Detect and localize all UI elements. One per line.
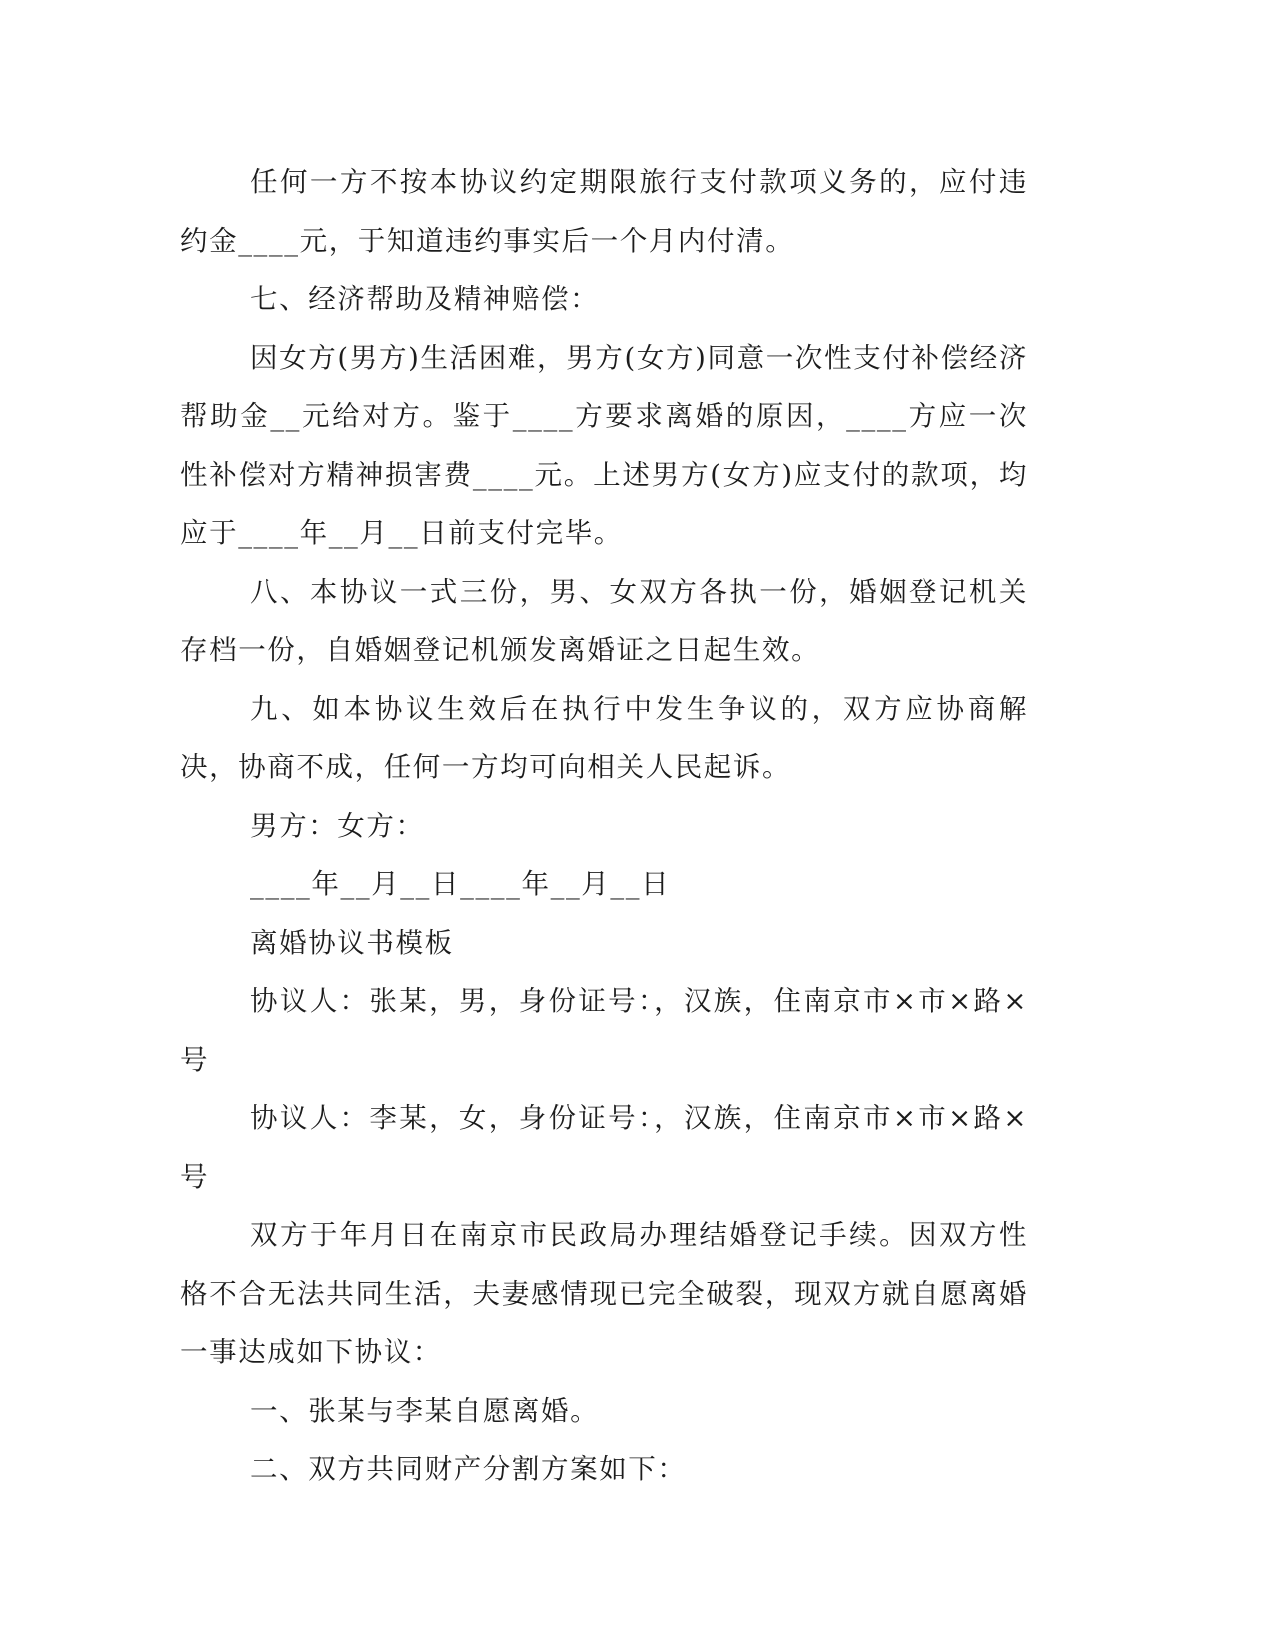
clause-two: 二、双方共同财产分割方案如下：: [250, 1453, 687, 1485]
document-body: [180, 153, 1028, 1499]
paragraph-penalty-clause: 任何一方不按本协议约定期限旅行支付款项义务的，应付违约金____元，于知道违约事实后一个月内付清。: [180, 166, 1028, 257]
template-title: 离婚协议书模板: [250, 926, 454, 959]
party-two-line: 协议人：李某，女，身份证号：，汉族，住南京市×市×路×号: [180, 1102, 1028, 1193]
signature-line: 男方：女方：: [250, 809, 425, 842]
clause-one: 一、张某与李某自愿离婚。: [250, 1394, 600, 1427]
paragraph-preamble: 双方于年月日在南京市民政局办理结婚登记手续。因双方性格不合无法共同生活，夫妻感情现已完全破裂，现双方就自愿离婚一事达成如下协议：: [180, 1219, 1028, 1368]
party-one-line: 协议人：张某，男，身份证号：，汉族，住南京市×市×路×号: [180, 985, 1028, 1076]
paragraph-section-nine: 九、如本协议生效后在执行中发生争议的，双方应协商解决，协商不成，任何一方均可向相关人民起诉。: [180, 692, 1028, 783]
date-line: ____年__月__日____年__月__日: [250, 868, 671, 900]
paragraph-section-eight: 八、本协议一式三份，男、女双方各执一份，婚姻登记机关存档一份，自婚姻登记机颁发离婚证之日起生效。: [180, 575, 1028, 666]
section-heading-seven: 七、经济帮助及精神赔偿：: [250, 283, 600, 315]
paragraph-economic-help: 因女方(男方)生活困难，男方(女方)同意一次性支付补偿经济帮助金__元给对方。鉴于____方要求离婚的原因，____方应一次性补偿对方精神损害费____元。上述男方(女方)应支付的款项，均应于____年__月__日前支付完毕。: [180, 341, 1028, 549]
